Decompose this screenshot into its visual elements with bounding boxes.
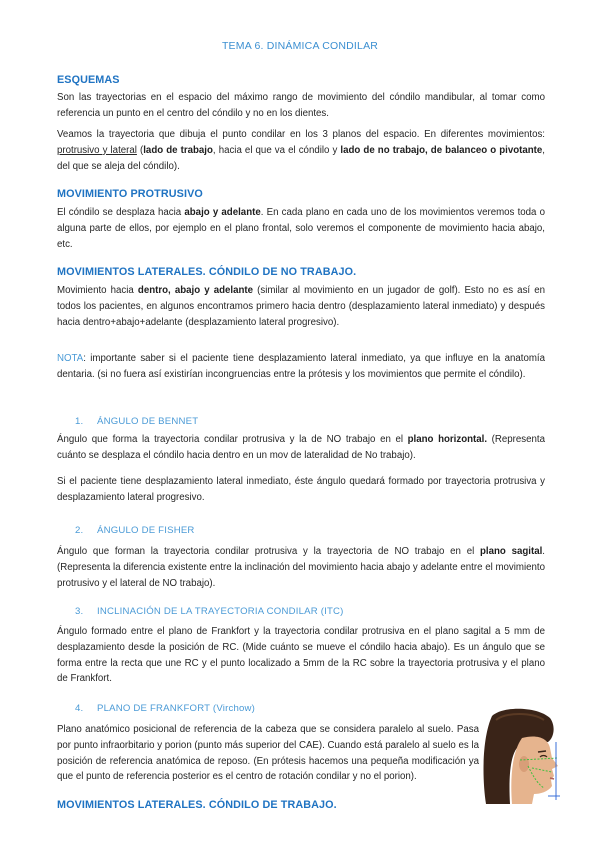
heading-itc: 3. INCLINACIÓN DE LA TRAYECTORIA CONDILAR (ITC): [75, 606, 344, 617]
face-profile-illustration: [482, 708, 562, 808]
heading-bennet: 1. ÁNGULO DE BENNET: [75, 416, 199, 427]
paragraph-protrusivo: El cóndilo se desplaza hacia abajo y adelante. En cada plano en cada uno de los movimientos veremos toda o alguna parte de ellos, por ejemplo en el plano frontal, solo veremos el componente de movimiento hacia abajo, etc.: [57, 207, 545, 250]
heading-laterales-trabajo: MOVIMIENTOS LATERALES. CÓNDILO DE TRABAJO.: [57, 799, 337, 811]
paragraph-frankfort: Plano anatómico posicional de referencia de la cabeza que se considera paralelo al suelo. Pasa por punto infraorbitario y porion (punto más superior del CAE). Cuando está paralelo al suelo es la posición de referencia anatómica de reposo. (En prótesis hacemos una pequeña modificación ya que el punto de referencia posterior es el centro de rotación condilar y no el porion).: [57, 724, 479, 783]
paragraph-itc: Ángulo formado entre el plano de Frankfort y la trayectoria condilar protrusiva en el plano sagital a 5 mm de desplazamiento desde la posición de RC. (Mide cuánto se mueve el cóndilo hacia abajo). Es un ángulo que se forma entre la recta que une RC y el punto localizado a 5mm de la RC sobre la trayectoria protrusiva y el plano de Frankfort.: [57, 626, 545, 685]
paragraph-bennet-2: Si el paciente tiene desplazamiento lateral inmediato, éste ángulo quedará formado por trayectoria protrusiva y desplazamiento lateral progresivo.: [57, 476, 545, 503]
heading-frankfort: 4. PLANO DE FRANKFORT (Virchow): [75, 703, 256, 714]
paragraph-fisher: Ángulo que forman la trayectoria condilar protrusiva y la trayectoria de NO trabajo en el plano sagital. (Representa la diferencia existente entre la inclinación del movimiento hacia abajo y adelante entre el movimiento protrusivo y el lateral de NO trabajo).: [57, 546, 545, 589]
heading-laterales-no-trabajo: MOVIMIENTOS LATERALES. CÓNDILO DE NO TRABAJO.: [57, 266, 357, 278]
paragraph-laterales: Movimiento hacia dentro, abajo y adelante (similar al movimiento en un jugador de golf). Esto no es así en todos los pacientes, en algunos encontramos primero hacia dentro (desplazamiento lateral inmediato) y después hacia dentro+abajo+adelante (desplazamiento lateral progresivo).: [57, 285, 545, 328]
heading-protrusivo: MOVIMIENTO PROTRUSIVO: [57, 188, 203, 200]
face-profile-icon: [482, 708, 562, 808]
paragraph-bennet-1: Ángulo que forma la trayectoria condilar protrusiva y la de NO trabajo en el plano horizontal. (Representa cuánto se desplaza el cóndilo hacia dentro en un mov de lateralidad de No trabajo).: [57, 434, 545, 461]
paragraph-esquemas-2: Veamos la trayectoria que dibuja el punto condilar en los 3 planos del espacio. En diferentes movimientos: protrusivo y lateral (lado de trabajo, hacia el que va el cóndilo y lado de no trabajo, de balanceo o pivotante, del que se aleja del cóndilo).: [57, 129, 545, 172]
heading-esquemas: ESQUEMAS: [57, 74, 120, 86]
paragraph-esquemas-1: Son las trayectorias en el espacio del máximo rango de movimiento del cóndilo mandibular, al tomar como referencia un punto en el centro del cóndilo y no en los dientes.: [57, 92, 545, 119]
paragraph-nota: NOTA: importante saber si el paciente tiene desplazamiento lateral inmediato, ya que influye en la anatomía dentaria. (si no fuera así existirían incongruencias entre la prótesis y los movimientos que permite el cóndilo).: [57, 353, 545, 380]
heading-fisher: 2. ÁNGULO DE FISHER: [75, 525, 195, 536]
page-title: TEMA 6. DINÁMICA CONDILAR: [221, 40, 379, 52]
